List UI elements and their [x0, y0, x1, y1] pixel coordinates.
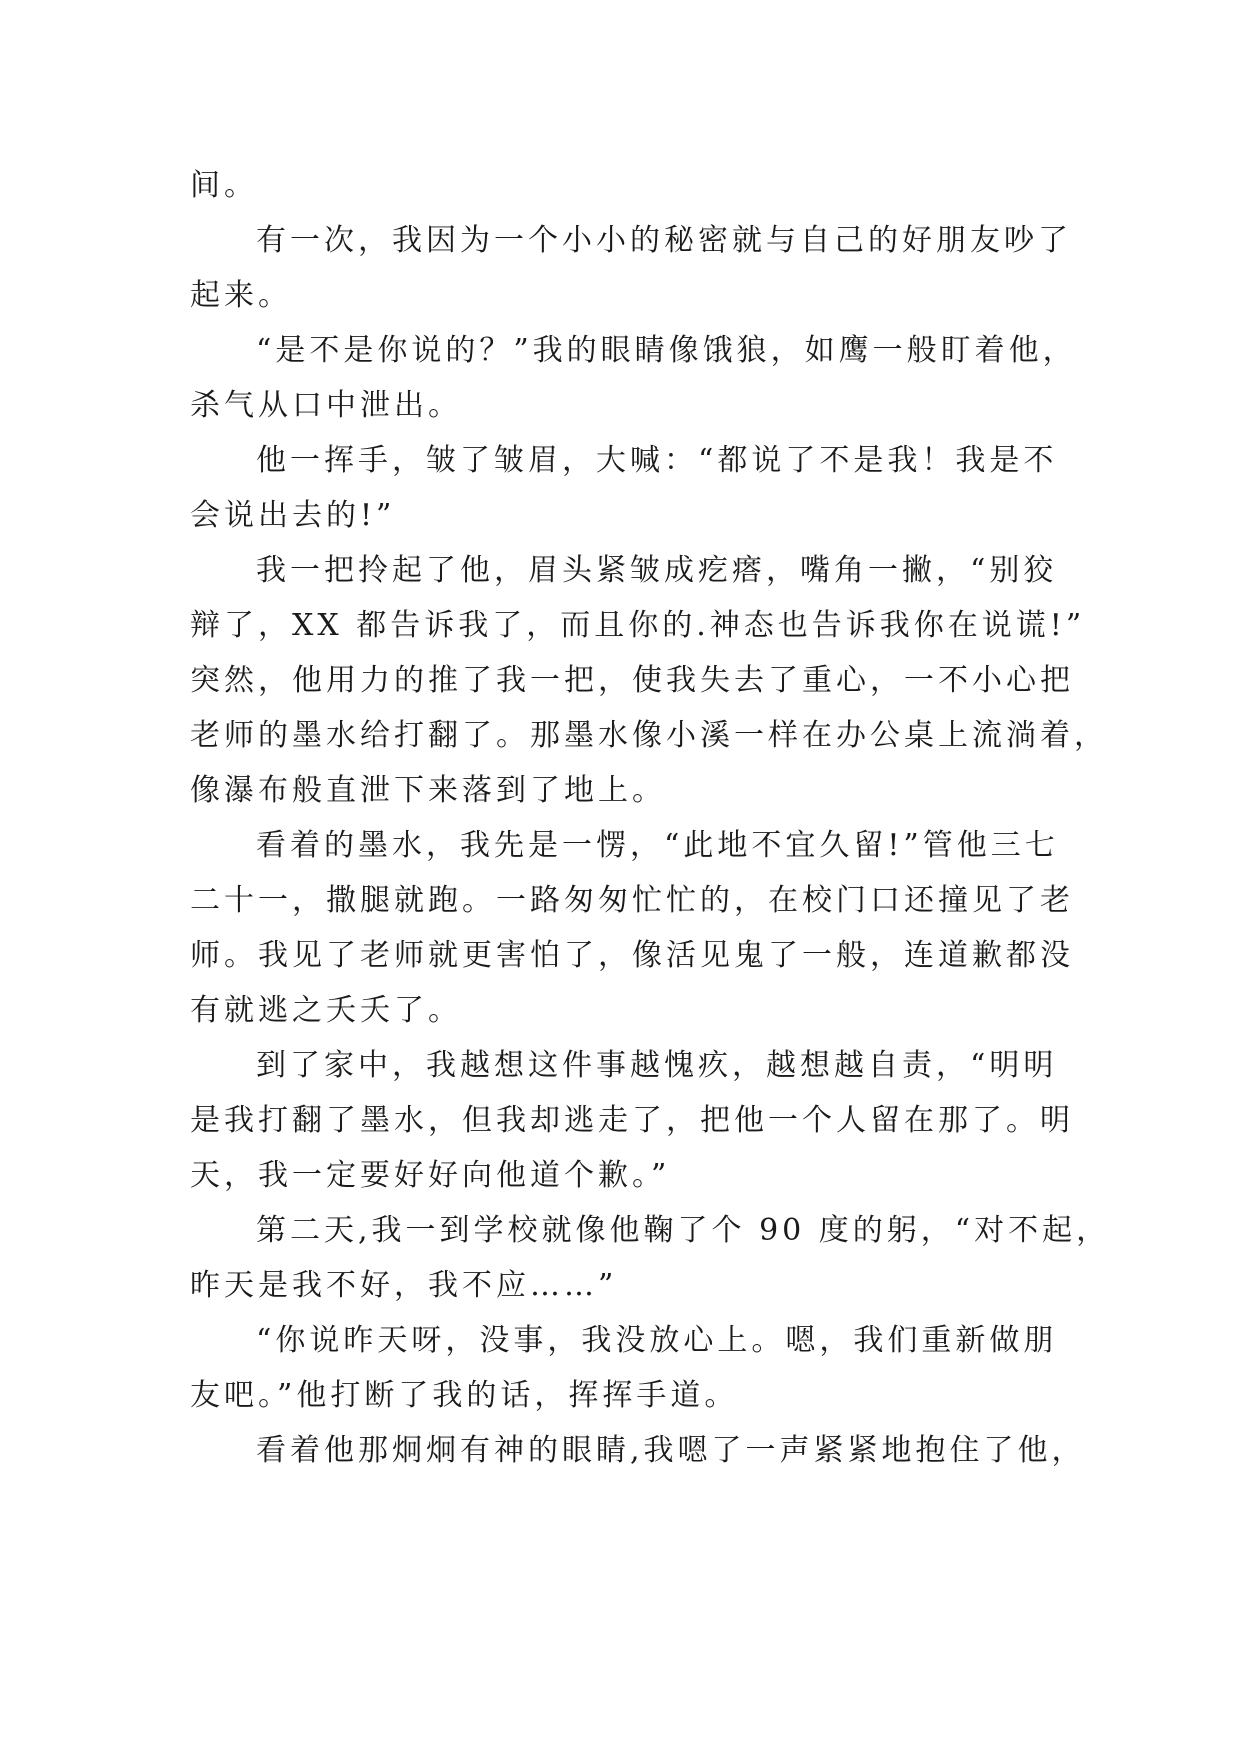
text-line: 到了家中，我越想这件事越愧疚，越想越自责，“明明	[256, 1048, 1058, 1083]
text-line: 我一把拎起了他，眉头紧皱成疙瘩，嘴角一撇，“别狡	[256, 553, 1058, 588]
text-line: 有一次，我因为一个小小的秘密就与自己的好朋友吵了	[256, 223, 1072, 258]
text-line: 看着他那炯炯有神的眼睛,我嗯了一声紧紧地抱住了他，	[256, 1433, 1086, 1468]
text-line: 看着的墨水，我先是一愣，“此地不宜久留!”管他三七	[256, 828, 1059, 863]
text-line: 第二天,我一到学校就像他鞠了个 90 度的躬，“对不起，	[256, 1213, 1111, 1248]
text-line: 天，我一定要好好向他道个歉。”	[190, 1158, 671, 1193]
text-line: 老师的墨水给打翻了。那墨水像小溪一样在办公桌上流淌着，	[190, 718, 1108, 753]
text-line: 会说出去的!”	[190, 498, 396, 533]
text-line: 二十一，撒腿就跑。一路匆匆忙忙的，在校门口还撞见了老	[190, 883, 1074, 918]
text-line: 杀气从口中泄出。	[190, 388, 462, 423]
document-body	[190, 158, 1111, 1478]
text-line: 辩了，XX 都告诉我了，而且你的.神态也告诉我你在说谎!”	[190, 608, 1086, 643]
text-line: 友吧。”他打断了我的话，挥挥手道。	[190, 1378, 739, 1413]
text-line: 昨天是我不好，我不应……”	[190, 1268, 618, 1303]
text-line: “你说昨天呀，没事，我没放心上。嗯，我们重新做朋	[256, 1323, 1058, 1358]
text-line: “是不是你说的？”我的眼睛像饿狼，如鹰一般盯着他，	[256, 333, 1077, 368]
text-line: 突然，他用力的推了我一把，使我失去了重心，一不小心把	[190, 663, 1074, 698]
text-line: 师。我见了老师就更害怕了，像活见鬼了一般，连道歉都没	[190, 938, 1074, 973]
text-line: 是我打翻了墨水，但我却逃走了，把他一个人留在那了。明	[190, 1103, 1074, 1138]
text-line: 有就逃之夭夭了。	[190, 993, 462, 1028]
text-line: 间。	[190, 168, 258, 203]
text-line: 起来。	[190, 278, 292, 313]
text-line: 像瀑布般直泄下来落到了地上。	[190, 773, 666, 808]
text-line: 他一挥手，皱了皱眉，大喊：“都说了不是我！我是不	[256, 443, 1058, 478]
